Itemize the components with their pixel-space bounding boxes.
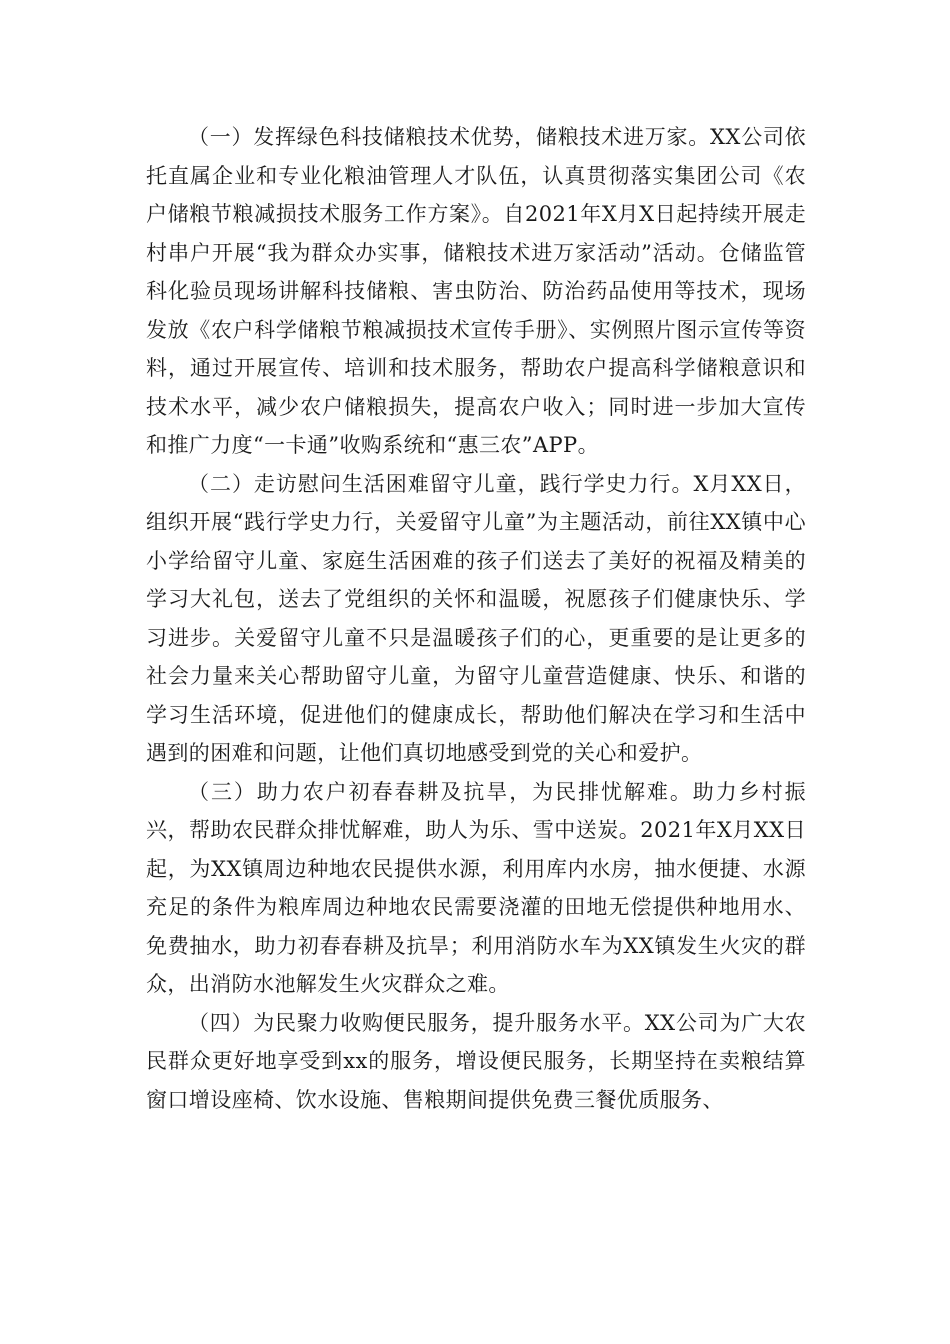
paragraph-convenience-service: （四）为民聚力收购便民服务，提升服务水平。XX公司为广大农民群众更好地享受到xx的服务，增设便民服务，长期坚持在卖粮结算窗口增设座椅、饮水设施、售粮期间提供免费三餐优质服务、 (146, 1010, 806, 1112)
paragraph-left-behind-children: （二）走访慰问生活困难留守儿童，践行学史力行。X月XX日，组织开展“践行学史力行，关爱留守儿童”为主题活动，前往XX镇中心小学给留守儿童、家庭生活困难的孩子们送去了美好的祝福及精美的学习大礼包，送去了党组织的关怀和温暖，祝愿孩子们健康快乐、学习进步。关爱留守儿童不只是温暖孩子们的心，更重要的是让更多的社会力量来关心帮助留守儿童，为留守儿童营造健康、快乐、和谐的学习生活环境，促进他们的健康成长，帮助他们解决在学习和生活中遇到的困难和问题，让他们真切地感受到党的关心和爱护。 (146, 471, 806, 765)
paragraph-spring-farming-drought: （三）助力农户初春春耕及抗旱，为民排忧解难。助力乡村振兴，帮助农民群众排忧解难，助人为乐、雪中送炭。2021年X月XX日起，为XX镇周边种地农民提供水源，利用库内水房，抽水便捷、水源充足的条件为粮库周边种地农民需要浇灌的田地无偿提供种地用水、免费抽水，助力初春春耕及抗旱；利用消防水车为XX镇发生火灾的群众，出消防水池解发生火灾群众之难。 (146, 779, 806, 996)
document-page (146, 118, 806, 1119)
paragraph-grain-storage-tech: （一）发挥绿色科技储粮技术优势，储粮技术进万家。XX公司依托直属企业和专业化粮油管理人才队伍，认真贯彻落实集团公司《农户储粮节粮减损技术服务工作方案》。自2021年X月X日起持续开展走村串户开展“我为群众办实事，储粮技术进万家活动”活动。仓储监管科化验员现场讲解科技储粮、害虫防治、防治药品使用等技术，现场发放《农户科学储粮节粮减损技术宣传手册》、实例照片图示宣传等资料，通过开展宣传、培训和技术服务，帮助农户提高科学储粮意识和技术水平，减少农户储粮损失，提高农户收入；同时进一步加大宣传和推广力度“一卡通”收购系统和“惠三农”APP。 (146, 125, 806, 457)
